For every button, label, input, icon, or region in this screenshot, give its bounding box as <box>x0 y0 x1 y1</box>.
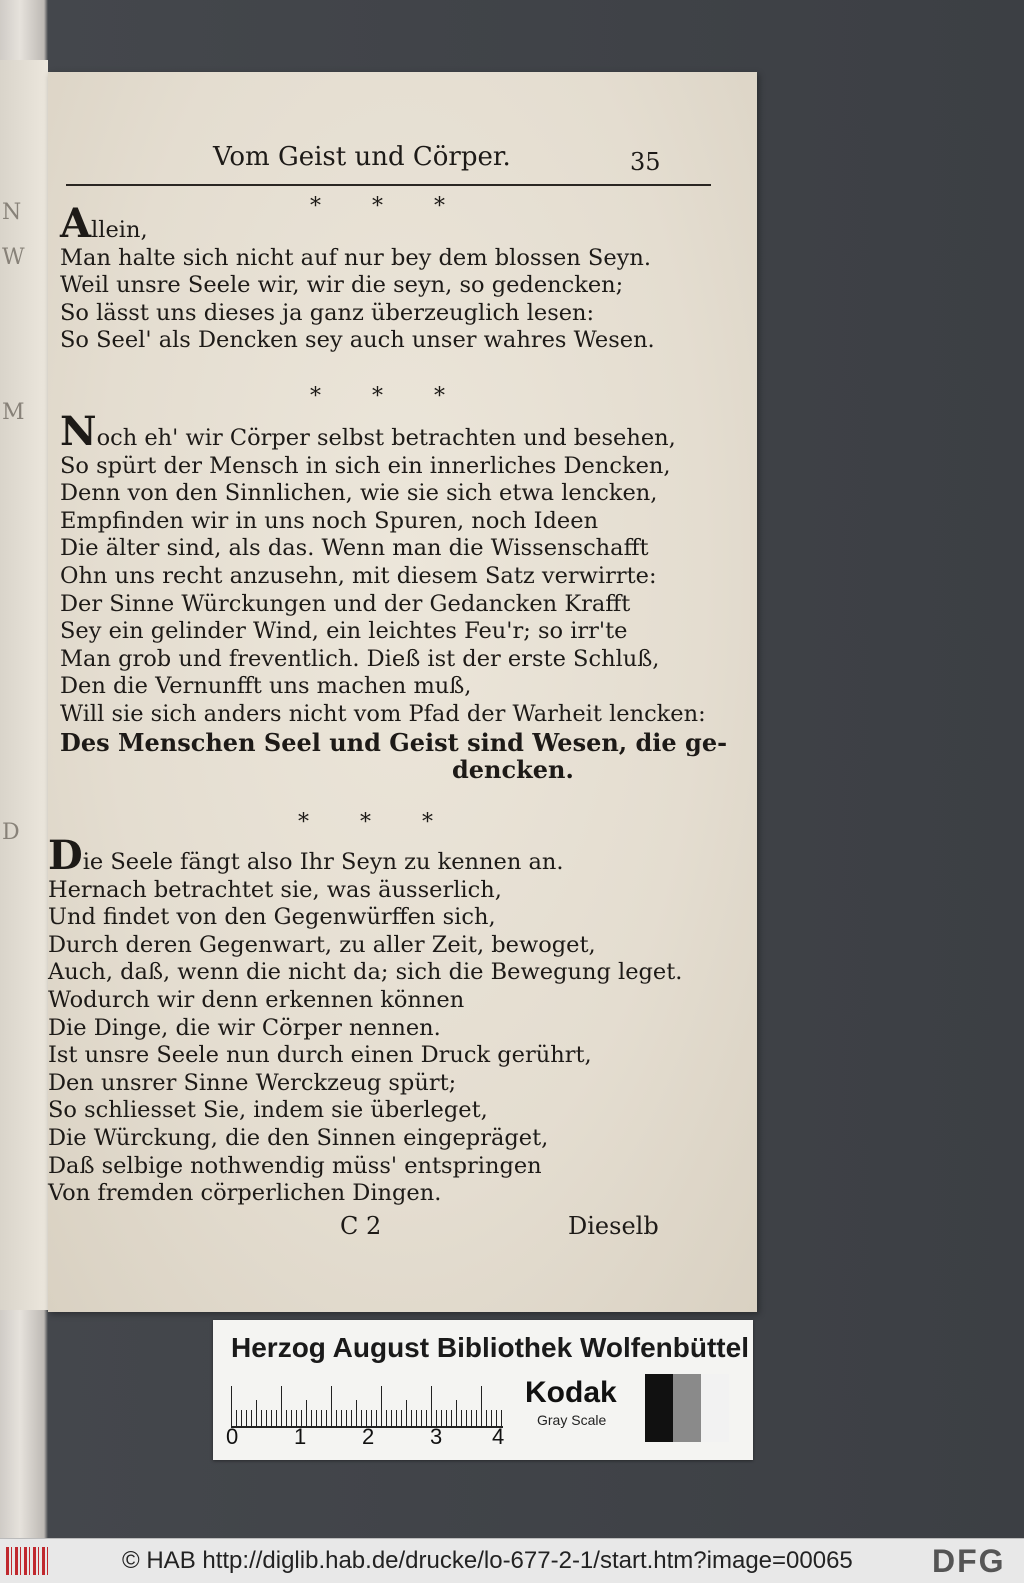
stanza-line: So spürt der Mensch in sich ein innerliches Dencken, <box>60 452 671 479</box>
stanza-line: Man halte sich nicht auf nur bey dem blossen Seyn. <box>60 244 652 271</box>
catchword: Dieselb <box>568 1212 659 1240</box>
kodak-logo: Kodak <box>525 1376 617 1409</box>
ruler-tick <box>356 1400 357 1426</box>
gray-patch-white <box>701 1374 729 1442</box>
ruler-number: 3 <box>430 1424 443 1449</box>
ruler-tick <box>266 1410 267 1426</box>
stanza-line: Die Dinge, die wir Cörper nennen. <box>48 1014 441 1041</box>
stanza-line-emphasis: Des Menschen Seel und Geist sind Wesen, die ge- <box>60 727 728 757</box>
drop-initial: A <box>60 200 92 247</box>
ruler-tick <box>421 1410 422 1426</box>
stanza-line: Ohn uns recht anzusehn, mit diesem Satz verwirrte: <box>60 562 657 589</box>
stanza-line: Auch, daß, wenn die nicht da; sich die Bewegung leget. <box>48 959 683 986</box>
ruler-number: 1 <box>294 1424 307 1449</box>
stanza-line: Die Würckung, die den Sinnen eingepräget, <box>48 1124 549 1151</box>
ruler-number: 0 <box>226 1424 239 1449</box>
stanza-line: Sey ein gelinder Wind, ein leichtes Feu'r; so irr'te <box>60 618 628 645</box>
drop-initial: D <box>48 832 83 879</box>
page-number: 35 <box>630 148 661 176</box>
ruler-tick <box>386 1410 387 1426</box>
stanza-line: Von fremden cörperlichen Dingen. <box>48 1180 442 1207</box>
section-stars-3: * * * <box>298 810 455 835</box>
ruler-tick <box>396 1410 397 1426</box>
stanza-line-continuation: dencken. <box>452 755 574 785</box>
library-name: Herzog August Bibliothek Wolfenbüttel <box>231 1332 749 1363</box>
stanza-line: Noch eh' wir Cörper selbst betrachten und besehen, <box>60 408 676 455</box>
ruler-tick <box>276 1410 277 1426</box>
ruler-tick <box>451 1410 452 1426</box>
ruler-tick <box>271 1410 272 1426</box>
stanza-line: Der Sinne Würckungen und der Gedancken Krafft <box>60 590 631 617</box>
stanza-line: Durch deren Gegenwart, zu aller Zeit, bewoget, <box>48 931 596 958</box>
ruler-tick <box>376 1410 377 1426</box>
dfg-logo: DFG <box>932 1543 1006 1579</box>
ruler-tick <box>291 1410 292 1426</box>
stanza-line: Hernach betrachtet sie, was äusserlich, <box>48 876 502 903</box>
ruler-tick <box>261 1410 262 1426</box>
ruler-tick <box>336 1410 337 1426</box>
source-credit: © HAB http://diglib.hab.de/drucke/lo-677-2-1/start.htm?image=00065 <box>122 1547 853 1574</box>
stanza-line: Denn von den Sinnlichen, wie sie sich etwa lencken, <box>60 480 658 507</box>
ruler-tick <box>346 1410 347 1426</box>
ruler-tick <box>426 1410 427 1426</box>
running-head: Vom Geist und Cörper. <box>213 142 511 172</box>
barcode-icon <box>6 1547 48 1575</box>
ruler-tick <box>321 1410 322 1426</box>
stanza-1 <box>60 200 655 355</box>
stanza-line: So lässt uns dieses ja ganz überzeuglich lesen: <box>60 299 595 326</box>
book-page <box>48 72 757 1312</box>
ruler-tick <box>306 1400 307 1426</box>
stanza-3 <box>48 832 683 1208</box>
drop-initial: N <box>60 408 97 455</box>
footer-bar <box>0 1538 1024 1583</box>
section-stars-2: * * * <box>310 384 467 409</box>
measurement-ruler <box>231 1378 503 1428</box>
ruler-tick <box>411 1410 412 1426</box>
facing-page-edge: N W M D <box>0 60 48 1310</box>
stanza-line: Will sie sich anders nicht vom Pfad der Warheit lencken: <box>60 700 706 727</box>
ruler-tick <box>461 1410 462 1426</box>
ruler-tick <box>331 1386 332 1426</box>
ruler-tick <box>456 1400 457 1426</box>
ruler-tick <box>316 1410 317 1426</box>
stanza-line: Und findet von den Gegenwürffen sich, <box>48 904 496 931</box>
stanza-line: Die Seele fängt also Ihr Seyn zu kennen an. <box>48 832 564 879</box>
stanza-2 <box>60 408 728 785</box>
gray-patch-mid <box>673 1374 701 1442</box>
stanza-line: So schliesset Sie, indem sie überleget, <box>48 1097 488 1124</box>
gray-scale-label: Gray Scale <box>537 1412 607 1428</box>
ruler-number: 2 <box>362 1424 375 1449</box>
ruler-tick <box>256 1400 257 1426</box>
stanza-line: Daß selbige nothwendig müss' entspringen <box>48 1152 542 1179</box>
stanza-line: Den unsrer Sinne Werckzeug spürt; <box>48 1069 457 1096</box>
stanza-line: Wodurch wir denn erkennen können <box>48 986 465 1013</box>
ruler-tick <box>241 1410 242 1426</box>
stanza-line: Empfinden wir in uns noch Spuren, noch Ideen <box>60 507 599 534</box>
ruler-tick <box>486 1410 487 1426</box>
ruler-tick <box>311 1410 312 1426</box>
ruler-tick <box>481 1386 482 1426</box>
stanza-line: Weil unsre Seele wir, wir die seyn, so gedencken; <box>60 272 624 299</box>
ruler-tick <box>231 1386 232 1426</box>
stanza-line: Ist unsre Seele nun durch einen Druck gerührt, <box>48 1042 592 1069</box>
ruler-tick <box>431 1386 432 1426</box>
stanza-line: Allein, <box>60 200 148 247</box>
ruler-tick <box>446 1410 447 1426</box>
ruler-tick <box>351 1410 352 1426</box>
header-rule <box>66 184 711 186</box>
stanza-line: Den die Vernunfft uns machen muß, <box>60 673 472 700</box>
ruler-tick <box>251 1410 252 1426</box>
signature-mark: C 2 <box>340 1212 382 1240</box>
ruler-tick <box>341 1410 342 1426</box>
section-stars-1: * * * <box>310 194 467 219</box>
ruler-tick <box>391 1410 392 1426</box>
ruler-tick <box>381 1386 382 1426</box>
stanza-line: Die älter sind, als das. Wenn man die Wissenschafft <box>60 535 649 562</box>
ruler-number: 4 <box>492 1424 505 1449</box>
ruler-tick <box>471 1410 472 1426</box>
ruler-tick <box>246 1410 247 1426</box>
ruler-tick <box>326 1410 327 1426</box>
stanza-line: Man grob und freventlich. Dieß ist der erste Schluß, <box>60 645 660 672</box>
ruler-tick <box>416 1410 417 1426</box>
ruler-tick <box>406 1400 407 1426</box>
ruler-tick <box>286 1410 287 1426</box>
stanza-line: So Seel' als Dencken sey auch unser wahres Wesen. <box>60 327 655 354</box>
ruler-tick <box>466 1410 467 1426</box>
ruler-tick <box>476 1410 477 1426</box>
gray-patch-black <box>645 1374 673 1442</box>
color-card <box>213 1320 753 1460</box>
ruler-tick <box>281 1386 282 1426</box>
ruler-tick <box>401 1410 402 1426</box>
